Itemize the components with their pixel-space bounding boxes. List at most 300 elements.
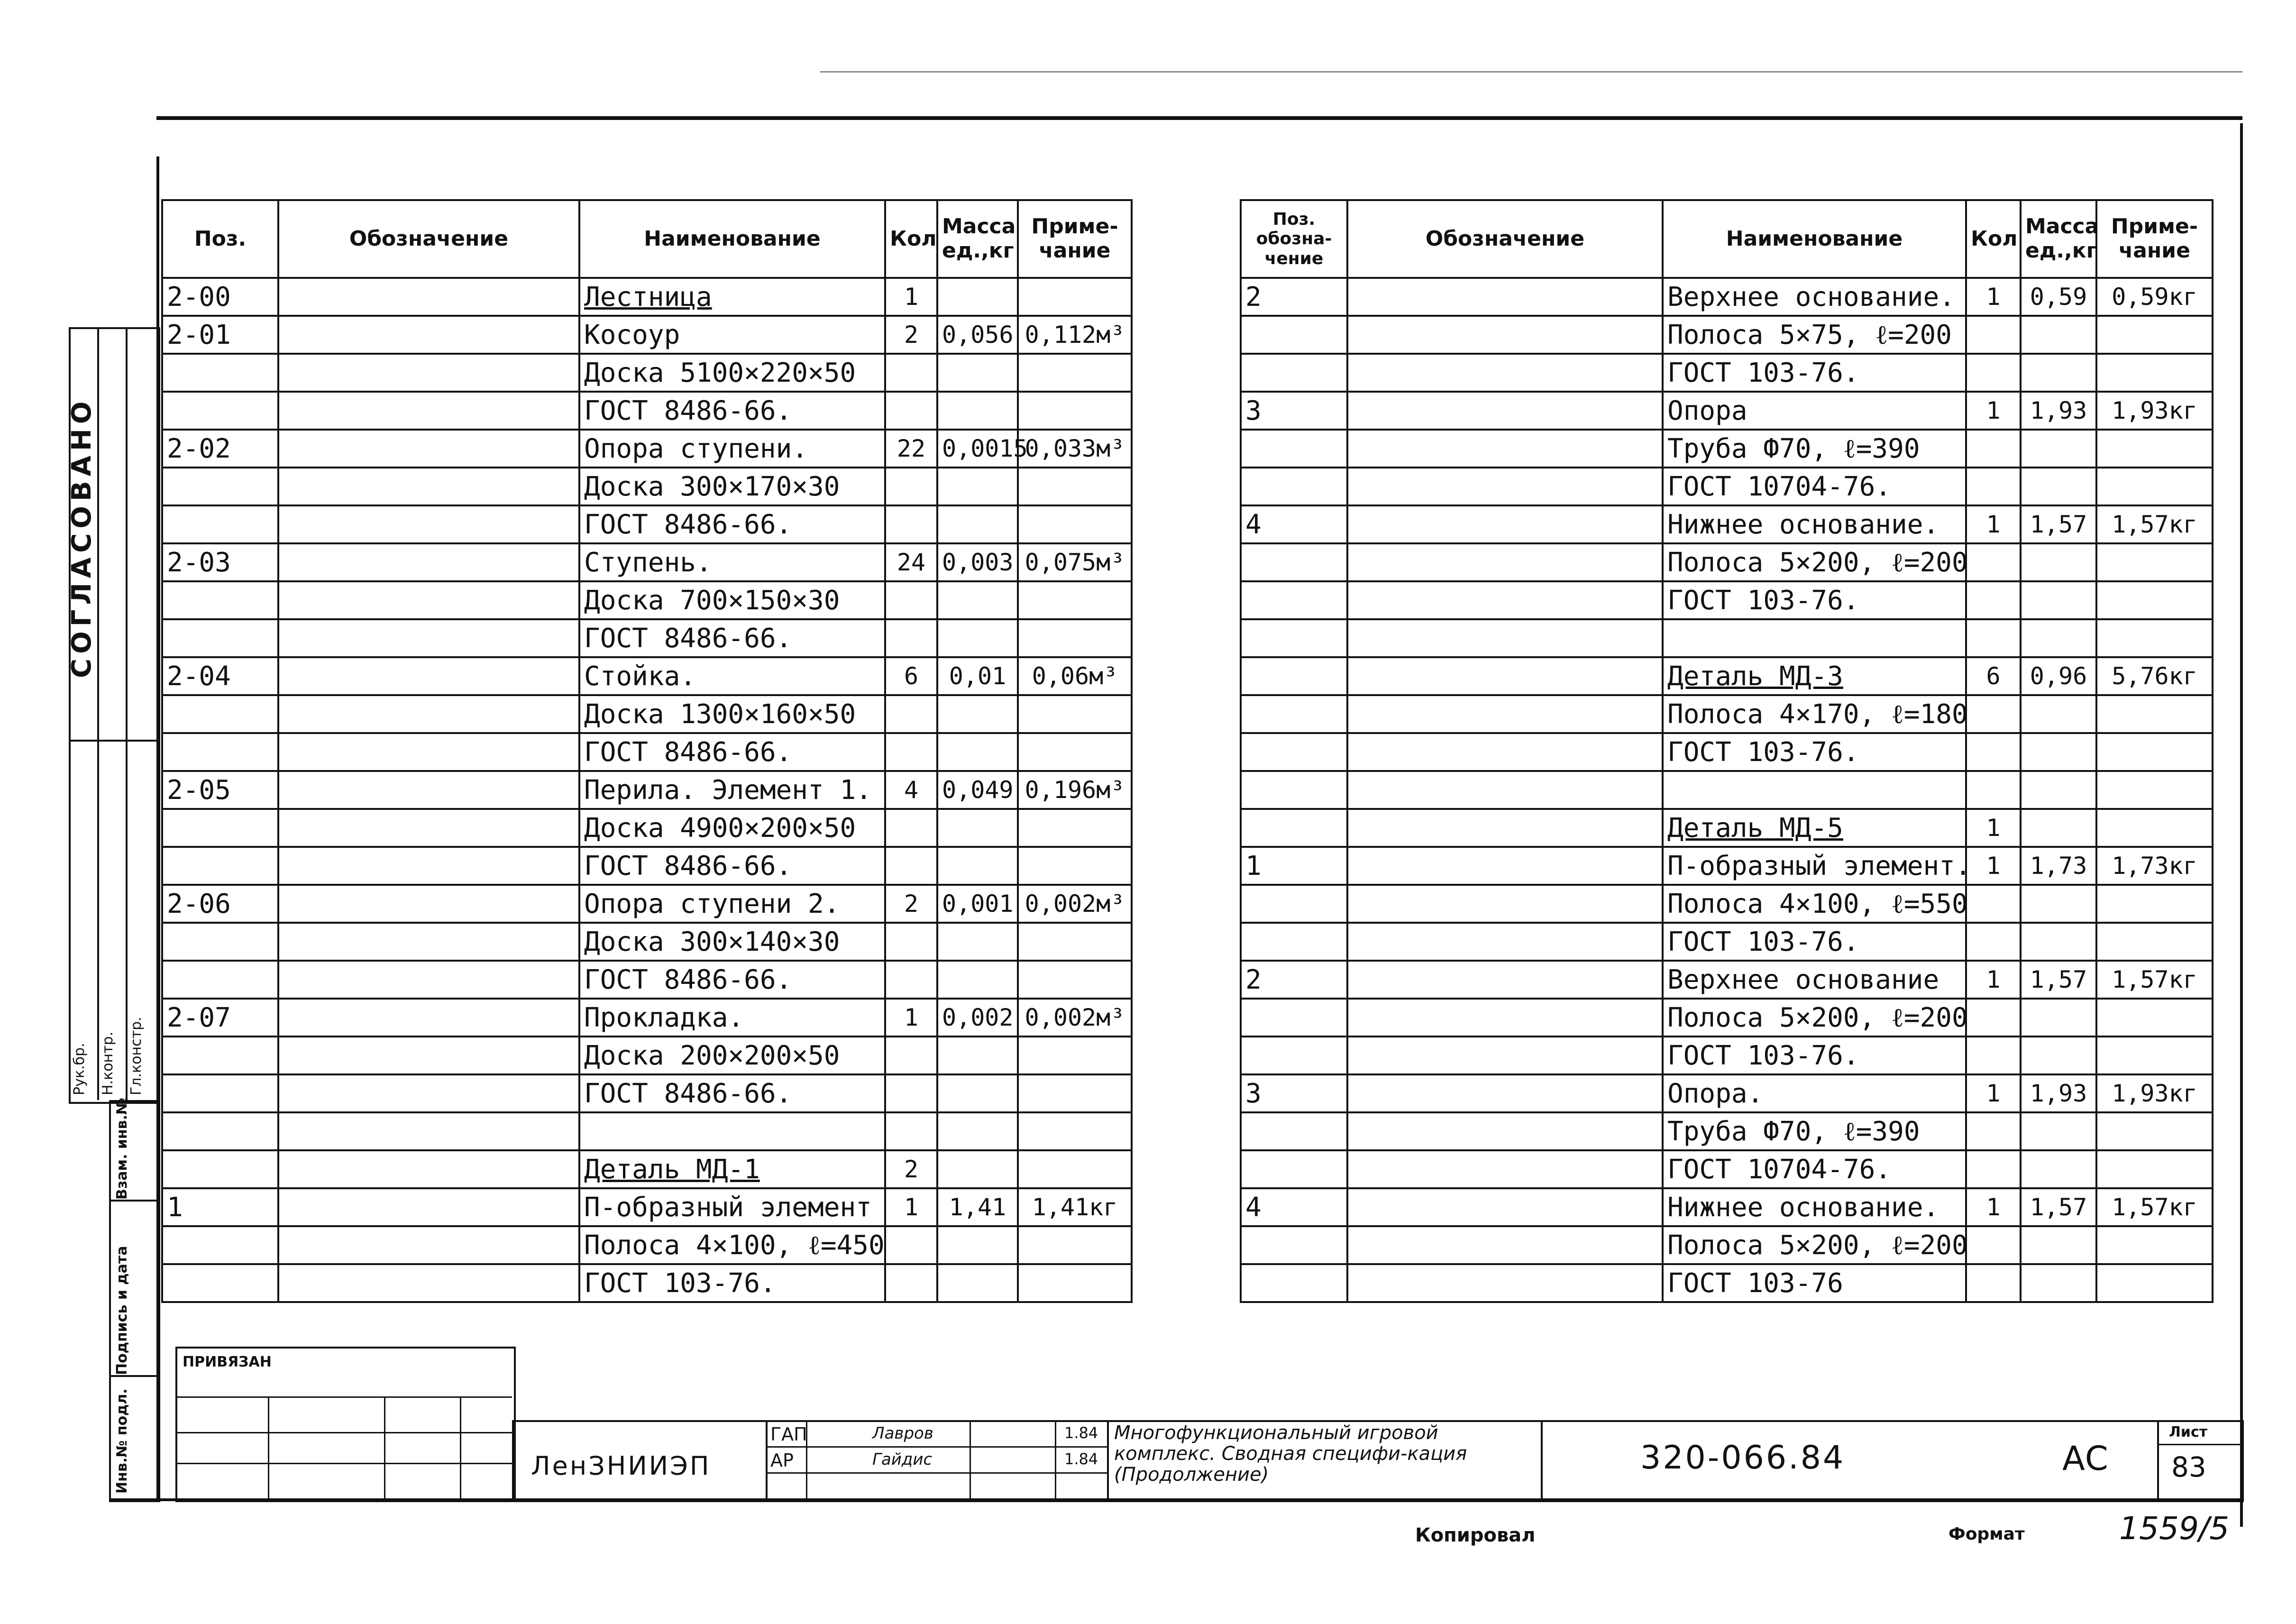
mass-cell [937, 392, 1018, 430]
designation-cell [278, 1112, 579, 1150]
qty-cell [885, 505, 937, 543]
mass-cell [2021, 809, 2096, 847]
position-cell: 1 [1241, 847, 1347, 885]
table-row [162, 1150, 1132, 1188]
mass-cell [2021, 430, 2096, 468]
signer-col-2 [970, 1420, 971, 1498]
designation-cell [278, 657, 579, 695]
note-cell [1018, 619, 1132, 657]
position-cell [1241, 468, 1347, 505]
note-cell [1018, 581, 1132, 619]
note-cell [1018, 1226, 1132, 1264]
qty-cell [1966, 316, 2021, 354]
position-cell [1241, 354, 1347, 392]
mass-cell [937, 733, 1018, 771]
note-cell [2096, 695, 2213, 733]
position-cell [1241, 581, 1347, 619]
table-row [1241, 278, 2213, 316]
name-cell: ГОСТ 8486-66. [579, 619, 885, 657]
table-row [162, 354, 1132, 392]
mass-cell: 0,0015 [937, 430, 1018, 468]
name-cell: Ступень. [579, 543, 885, 581]
note-cell [2096, 581, 2213, 619]
mass-cell [937, 581, 1018, 619]
mass-cell [2021, 354, 2096, 392]
designation-cell [278, 809, 579, 847]
designation-cell [278, 468, 579, 505]
table-row [162, 1037, 1132, 1074]
designation-cell [278, 430, 579, 468]
qty-cell [885, 923, 937, 961]
sheet-description: Многофункциональный игровой комплекс. Сводная специфи-кация (Продолжение) [1114, 1422, 1467, 1486]
name-cell: ГОСТ 8486-66. [579, 961, 885, 999]
mass-cell [937, 847, 1018, 885]
position-cell [162, 695, 278, 733]
note-cell [2096, 354, 2213, 392]
mass-cell [2021, 543, 2096, 581]
designation-cell [1347, 999, 1663, 1037]
mass-cell [2021, 1264, 2096, 1302]
qty-cell: 2 [885, 885, 937, 923]
right-header-row [1241, 200, 2213, 278]
name-cell: Труба Ф70, ℓ=390 [1663, 430, 1966, 468]
name-cell: Доска 300×140×30 [579, 923, 885, 961]
mass-cell [937, 1074, 1018, 1112]
qty-cell [1966, 1112, 2021, 1150]
mass-cell [2021, 1037, 2096, 1074]
note-cell [2096, 923, 2213, 961]
note-cell: 1,41кг [1018, 1188, 1132, 1226]
note-cell [2096, 1037, 2213, 1074]
qty-cell: 6 [885, 657, 937, 695]
qty-cell: 1 [1966, 278, 2021, 316]
position-cell [162, 468, 278, 505]
frame-top-rule [156, 116, 2242, 120]
designation-cell [1347, 1037, 1663, 1074]
signer-date-2: 1.84 [1064, 1450, 1098, 1468]
qty-cell: 2 [885, 316, 937, 354]
note-cell [2096, 885, 2213, 923]
designation-cell [1347, 771, 1663, 809]
name-cell: ГОСТ 8486-66. [579, 733, 885, 771]
table-row [162, 1074, 1132, 1112]
name-cell: Стойка. [579, 657, 885, 695]
designation-cell [278, 392, 579, 430]
qty-cell [1966, 468, 2021, 505]
note-cell: 0,196м³ [1018, 771, 1132, 809]
table-row [162, 885, 1132, 923]
note-cell [1018, 1074, 1132, 1112]
table-row [162, 1226, 1132, 1264]
table-row [1241, 354, 2213, 392]
left-header-row [162, 200, 1132, 278]
name-cell: Доска 4900×200×50 [579, 809, 885, 847]
note-cell: 1,93кг [2096, 1074, 2213, 1112]
name-cell: Доска 5100×220×50 [579, 354, 885, 392]
name-cell: Прокладка. [579, 999, 885, 1037]
name-cell: Полоса 4×100, ℓ=450 [579, 1226, 885, 1264]
bound-grid-h3 [175, 1463, 512, 1464]
note-cell [1018, 809, 1132, 847]
position-cell [162, 733, 278, 771]
table-row [1241, 316, 2213, 354]
qty-cell [1966, 1150, 2021, 1188]
mass-cell [937, 1264, 1018, 1302]
qty-cell: 6 [1966, 657, 2021, 695]
table-row [162, 923, 1132, 961]
designation-cell [1347, 695, 1663, 733]
agreement-label: СОГЛАСОВАНО [66, 396, 97, 678]
table-row [162, 392, 1132, 430]
mass-cell [2021, 1112, 2096, 1150]
table-row [1241, 885, 2213, 923]
position-cell [1241, 1112, 1347, 1150]
bound-grid-v3 [460, 1396, 461, 1498]
mass-cell [2021, 468, 2096, 505]
mass-cell [937, 1226, 1018, 1264]
mass-cell: 0,59 [2021, 278, 2096, 316]
designation-cell [1347, 885, 1663, 923]
qty-cell [1966, 771, 2021, 809]
signer-date-1: 1.84 [1064, 1424, 1098, 1442]
position-cell: 3 [1241, 1074, 1347, 1112]
bound-label: ПРИВЯЗАН [183, 1354, 272, 1370]
designation-cell [1347, 923, 1663, 961]
table-row [162, 581, 1132, 619]
signer-col-3 [1055, 1420, 1056, 1498]
qty-cell [885, 847, 937, 885]
note-cell [2096, 1226, 2213, 1264]
table-row [162, 809, 1132, 847]
designation-cell [278, 278, 579, 316]
position-cell [162, 1226, 278, 1264]
header-name: Наименование [1663, 200, 1966, 278]
mass-cell: 1,93 [2021, 392, 2096, 430]
header-note: Приме-чание [2096, 200, 2213, 278]
qty-cell [885, 1037, 937, 1074]
position-cell [1241, 885, 1347, 923]
table-row [1241, 543, 2213, 581]
header-designation: Обозначение [278, 200, 579, 278]
title-divider-1 [766, 1420, 768, 1498]
table-row [1241, 961, 2213, 999]
bound-grid-h1 [175, 1396, 512, 1398]
note-cell [1018, 1037, 1132, 1074]
right-spec-table [1240, 199, 2214, 1303]
table-row [1241, 809, 2213, 847]
position-cell [1241, 771, 1347, 809]
table-row [162, 999, 1132, 1037]
designation-cell [278, 695, 579, 733]
designation-cell [1347, 1188, 1663, 1226]
name-cell: Деталь МД-5 [1663, 809, 1966, 847]
name-cell: Опора ступени. [579, 430, 885, 468]
designation-cell [1347, 316, 1663, 354]
note-cell [1018, 468, 1132, 505]
designation-cell [1347, 430, 1663, 468]
table-row [162, 695, 1132, 733]
position-cell: 4 [1241, 505, 1347, 543]
position-cell [1241, 1264, 1347, 1302]
note-cell: 5,76кг [2096, 657, 2213, 695]
name-cell: ГОСТ 8486-66. [579, 847, 885, 885]
qty-cell [1966, 543, 2021, 581]
designation-cell [278, 1188, 579, 1226]
name-cell: Доска 700×150×30 [579, 581, 885, 619]
note-cell [1018, 961, 1132, 999]
qty-cell: 24 [885, 543, 937, 581]
qty-cell [885, 468, 937, 505]
table-row [1241, 999, 2213, 1037]
name-cell: Лестница [579, 278, 885, 316]
qty-cell [1966, 999, 2021, 1037]
table-row [1241, 505, 2213, 543]
qty-cell [1966, 619, 2021, 657]
name-cell: ГОСТ 103-76. [579, 1264, 885, 1302]
table-row [1241, 923, 2213, 961]
name-cell: Труба Ф70, ℓ=390 [1663, 1112, 1966, 1150]
table-row [1241, 1226, 2213, 1264]
position-cell: 2-06 [162, 885, 278, 923]
position-cell: 2-05 [162, 771, 278, 809]
qty-cell: 1 [1966, 1188, 2021, 1226]
note-cell: 1,57кг [2096, 1188, 2213, 1226]
inventory-divider-2 [109, 1375, 156, 1377]
mass-cell: 1,73 [2021, 847, 2096, 885]
header-designation: Обозначение [1347, 200, 1663, 278]
designation-cell [278, 354, 579, 392]
mass-cell: 0,96 [2021, 657, 2096, 695]
table-row [1241, 1264, 2213, 1302]
note-cell: 0,002м³ [1018, 885, 1132, 923]
designation-cell [278, 923, 579, 961]
name-cell: Опора [1663, 392, 1966, 430]
header-mass: Масса ед.,кг [937, 200, 1018, 278]
designation-cell [278, 1264, 579, 1302]
designation-cell [278, 847, 579, 885]
note-cell [2096, 316, 2213, 354]
name-cell: Деталь МД-1 [579, 1150, 885, 1188]
position-cell: 2-07 [162, 999, 278, 1037]
note-cell [1018, 354, 1132, 392]
name-cell: Верхнее основание. [1663, 278, 1966, 316]
position-cell: 2-01 [162, 316, 278, 354]
table-row [162, 278, 1132, 316]
title-divider-3 [1541, 1420, 1543, 1498]
mass-cell [2021, 1226, 2096, 1264]
position-cell: 2-04 [162, 657, 278, 695]
qty-cell [1966, 885, 2021, 923]
designation-cell [1347, 733, 1663, 771]
name-cell: ГОСТ 8486-66. [579, 1074, 885, 1112]
header-note: Приме-чание [1018, 200, 1132, 278]
table-row [162, 505, 1132, 543]
mass-cell: 1,41 [937, 1188, 1018, 1226]
note-cell [1018, 1150, 1132, 1188]
qty-cell: 1 [1966, 809, 2021, 847]
qty-cell: 1 [885, 1188, 937, 1226]
designation-cell [278, 1226, 579, 1264]
position-cell [162, 1074, 278, 1112]
inventory-label-3: Взам. инв.№ [114, 1097, 130, 1200]
position-cell [1241, 923, 1347, 961]
name-cell: Перила. Элемент 1. [579, 771, 885, 809]
side-role-3: Гл.констр. [128, 1017, 145, 1095]
name-cell: ГОСТ 103-76. [1663, 923, 1966, 961]
position-cell: 2 [1241, 961, 1347, 999]
table-row [162, 316, 1132, 354]
designation-cell [1347, 1226, 1663, 1264]
mass-cell: 1,57 [2021, 505, 2096, 543]
table-row [162, 1112, 1132, 1150]
name-cell [1663, 771, 1966, 809]
header-qty: Кол [885, 200, 937, 278]
signer-name-2: Гайдис [872, 1450, 933, 1469]
mass-cell [2021, 619, 2096, 657]
name-cell: Доска 300×170×30 [579, 468, 885, 505]
position-cell: 3 [1241, 392, 1347, 430]
qty-cell: 1 [1966, 392, 2021, 430]
qty-cell [885, 619, 937, 657]
position-cell [1241, 1150, 1347, 1188]
table-row [162, 733, 1132, 771]
table-row [162, 1188, 1132, 1226]
name-cell: Деталь МД-3 [1663, 657, 1966, 695]
qty-cell [885, 1074, 937, 1112]
designation-cell [1347, 657, 1663, 695]
archive-number: 1559/5 [2119, 1510, 2230, 1547]
position-cell [1241, 999, 1347, 1037]
designation-cell [278, 543, 579, 581]
note-cell: 1,93кг [2096, 392, 2213, 430]
inventory-label-1: Инв.№ подл. [114, 1388, 130, 1494]
name-cell: ГОСТ 103-76. [1663, 581, 1966, 619]
name-cell: Опора. [1663, 1074, 1966, 1112]
table-row [162, 657, 1132, 695]
designation-cell [1347, 619, 1663, 657]
name-cell: П-образный элемент. [1663, 847, 1966, 885]
table-row [1241, 695, 2213, 733]
mass-cell: 1,57 [2021, 961, 2096, 999]
position-cell [1241, 657, 1347, 695]
header-mass: Масса ед.,кг [2021, 200, 2096, 278]
table-row [1241, 1112, 2213, 1150]
left-spec-table [161, 199, 1133, 1303]
note-cell [1018, 695, 1132, 733]
sheet-label: Лист [2169, 1424, 2208, 1440]
note-cell: 0,59кг [2096, 278, 2213, 316]
qty-cell [885, 733, 937, 771]
qty-cell: 2 [885, 1150, 937, 1188]
position-cell [162, 354, 278, 392]
mass-cell [2021, 1150, 2096, 1188]
table-row [1241, 1037, 2213, 1074]
qty-cell: 1 [1966, 847, 2021, 885]
mass-cell [937, 923, 1018, 961]
table-row [162, 847, 1132, 885]
organization-name: ЛенЗНИИЭП [531, 1451, 711, 1481]
table-row [162, 543, 1132, 581]
table-row [1241, 1074, 2213, 1112]
name-cell: ГОСТ 103-76. [1663, 1037, 1966, 1074]
note-cell [1018, 1112, 1132, 1150]
name-cell: Доска 200×200×50 [579, 1037, 885, 1074]
note-cell: 0,033м³ [1018, 430, 1132, 468]
position-cell [1241, 809, 1347, 847]
copied-label: Копировал [1415, 1524, 1536, 1546]
mass-cell [937, 1037, 1018, 1074]
designation-cell [278, 316, 579, 354]
position-cell [162, 1112, 278, 1150]
mass-cell: 0,056 [937, 316, 1018, 354]
name-cell: Нижнее основание. [1663, 505, 1966, 543]
qty-cell: 1 [885, 278, 937, 316]
qty-cell [1966, 695, 2021, 733]
note-cell [2096, 430, 2213, 468]
designation-cell [1347, 468, 1663, 505]
name-cell: Верхнее основание [1663, 961, 1966, 999]
position-cell: 4 [1241, 1188, 1347, 1226]
inventory-label-2: Подпись и дата [114, 1246, 130, 1375]
name-cell: ГОСТ 8486-66. [579, 392, 885, 430]
qty-cell [885, 354, 937, 392]
qty-cell [885, 809, 937, 847]
mass-cell: 0,002 [937, 999, 1018, 1037]
qty-cell [885, 1226, 937, 1264]
frame-right-rule [2240, 123, 2243, 1527]
mass-cell [937, 278, 1018, 316]
mass-cell: 0,001 [937, 885, 1018, 923]
designation-cell [278, 1074, 579, 1112]
designation-cell [1347, 1074, 1663, 1112]
note-cell [2096, 1264, 2213, 1302]
note-cell [1018, 505, 1132, 543]
mass-cell [2021, 999, 2096, 1037]
note-cell: 1,57кг [2096, 505, 2213, 543]
qty-cell [1966, 354, 2021, 392]
mass-cell [937, 468, 1018, 505]
name-cell: Опора ступени 2. [579, 885, 885, 923]
mass-cell: 1,93 [2021, 1074, 2096, 1112]
position-cell [1241, 1226, 1347, 1264]
name-cell: П-образный элемент [579, 1188, 885, 1226]
position-cell [1241, 733, 1347, 771]
position-cell [162, 847, 278, 885]
note-cell: 0,112м³ [1018, 316, 1132, 354]
position-cell [162, 1264, 278, 1302]
header-qty: Кол [1966, 200, 2021, 278]
note-cell [2096, 999, 2213, 1037]
title-divider-2 [1107, 1420, 1109, 1498]
qty-cell [885, 1112, 937, 1150]
name-cell: ГОСТ 103-76. [1663, 354, 1966, 392]
position-cell [1241, 1037, 1347, 1074]
designation-cell [1347, 278, 1663, 316]
name-cell: Полоса 4×170, ℓ=180 [1663, 695, 1966, 733]
designation-cell [1347, 1112, 1663, 1150]
mass-cell: 0,01 [937, 657, 1018, 695]
position-cell [162, 505, 278, 543]
qty-cell: 1 [1966, 1074, 2021, 1112]
mass-cell [2021, 733, 2096, 771]
mass-cell: 0,003 [937, 543, 1018, 581]
position-cell [1241, 543, 1347, 581]
name-cell: ГОСТ 10704-76. [1663, 468, 1966, 505]
table-row [1241, 1188, 2213, 1226]
position-cell [162, 923, 278, 961]
table-row [162, 961, 1132, 999]
note-cell [2096, 809, 2213, 847]
